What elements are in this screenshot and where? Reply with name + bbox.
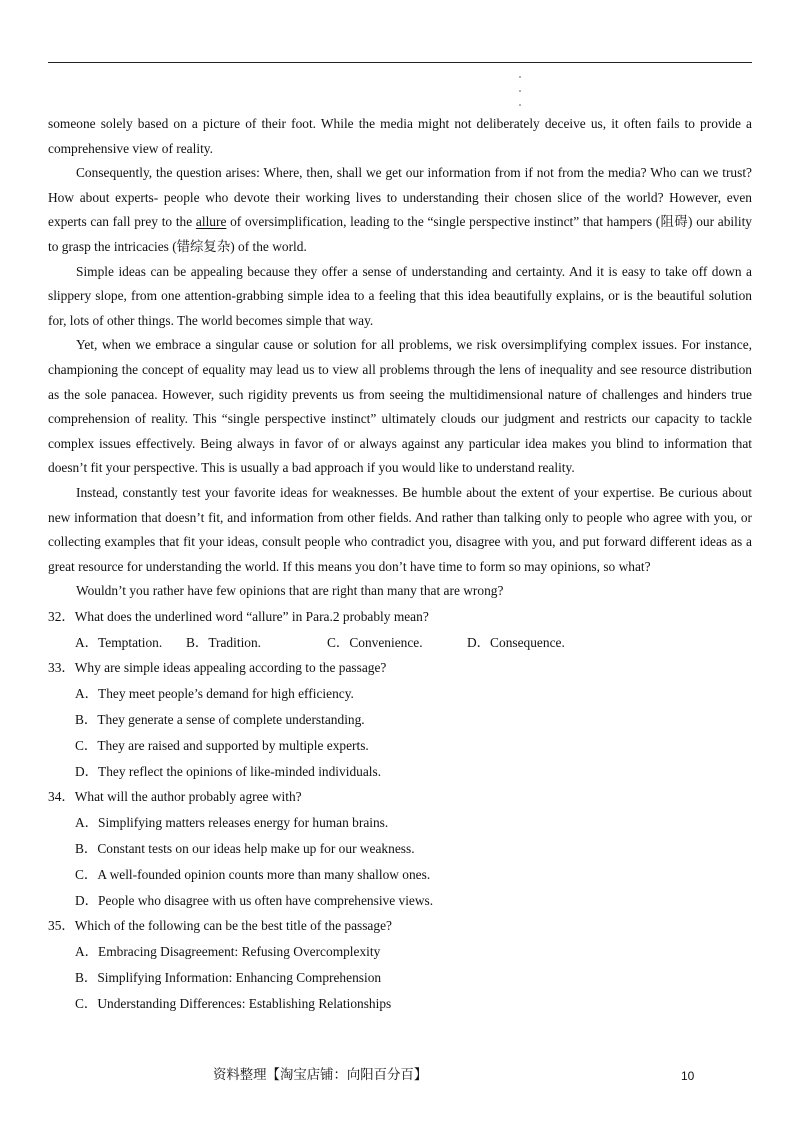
question-34-stem: 34．What will the author probably agree with? [48,789,302,805]
option-a: A．Temptation. [75,634,163,650]
option-a: A．Embracing Disagreement: Refusing Overcomplexity [75,944,381,960]
question-32-options [48,630,752,656]
option-d: D．People who disagree with us often have comprehensive views. [75,892,434,908]
option-c: C．Convenience. [327,634,423,650]
page-content [48,112,752,1017]
option-d: D．They reflect the opinions of like-minded individuals. [75,763,382,779]
underlined-word: allure [195,214,227,230]
header-dot [519,76,521,78]
header-dot [519,104,521,106]
header-rule [48,62,752,63]
paragraph-2-part-a: Consequently, the question arises: Where, then, shall we get our information from if not from the media? Who can we trust? How about experts- people who devote their working lives to understanding their chosen slice of the world? However, even experts can fall prey to the [48,165,752,230]
question-33-stem: 33．Why are simple ideas appealing according to the passage? [48,660,387,676]
paragraph-6: Wouldn’t you rather have few opinions that are right than many that are wrong? [76,583,504,599]
option-c: C．Understanding Differences: Establishing Relationships [75,995,392,1011]
question-35-stem: 35．Which of the following can be the best title of the passage? [48,918,392,934]
option-b: B．Simplifying Information: Enhancing Comprehension [75,970,382,986]
option-a: A．They meet people’s demand for high efficiency. [75,686,354,702]
paragraph-2-part-b: of oversimplification, leading to the “single perspective instinct” that hampers (阻碍) our ability to grasp the intricacies (错综复杂) of the world. [48,214,752,254]
option-d: D．Consequence. [467,634,565,650]
paragraph-1: someone solely based on a picture of their foot. While the media might not deliberately deceive us, it often fails to provide a comprehensive view of reality. [48,116,752,156]
page-number: 10 [681,1069,695,1083]
option-b: B．Constant tests on our ideas help make up for our weakness. [75,841,415,857]
footer-source: 资料整理【淘宝店铺：向阳百分百】 [213,1068,428,1083]
option-c: C．A well-founded opinion counts more than many shallow ones. [75,866,431,882]
paragraph-3: Simple ideas can be appealing because they offer a sense of understanding and certainty. And it is easy to take off down a slippery slope, from one attention-grabbing simple idea to a feeling that this idea beautifully explains, or is the beautiful solution for, lots of other things. The world becomes simple that way. [48,263,752,328]
header-dot [519,90,521,92]
option-c: C．They are raised and supported by multiple experts. [75,737,369,753]
option-b: B．Tradition. [186,634,262,650]
option-a: A．Simplifying matters releases energy for human brains. [75,815,389,831]
question-32-stem: 32．What does the underlined word “allure” in Para.2 probably mean? [48,608,429,624]
paragraph-2 [48,161,752,259]
option-b: B．They generate a sense of complete understanding. [75,712,365,728]
paragraph-4: Yet, when we embrace a singular cause or solution for all problems, we risk oversimplifying complex issues. For instance, championing the concept of equality may lead us to view all problems through the lens of inequality and see resource distribution as the sole panacea. However, such rigidity prevents us from seeing the multidimensional nature of challenges and hinders true comprehension of reality. This “single perspective instinct” ultimately clouds our judgment and restricts our capacity to tackle complex issues effectively. Being always in favor of or always against any particular idea makes you blind to information that doesn’t fit your perspective. This is usually a bad approach if you would like to understand reality. [48,337,752,476]
paragraph-5: Instead, constantly test your favorite ideas for weaknesses. Be humble about the extent of your expertise. Be curious about new information that doesn’t fit, and information from other fields. And rather than talking only to people who agree with you, or collecting examples that fit your ideas, consult people who contradict you, disagree with you, and put forward different ideas as a great resource for understanding the world. If this means you don’t have time to form so may opinions, so what? [48,484,752,574]
